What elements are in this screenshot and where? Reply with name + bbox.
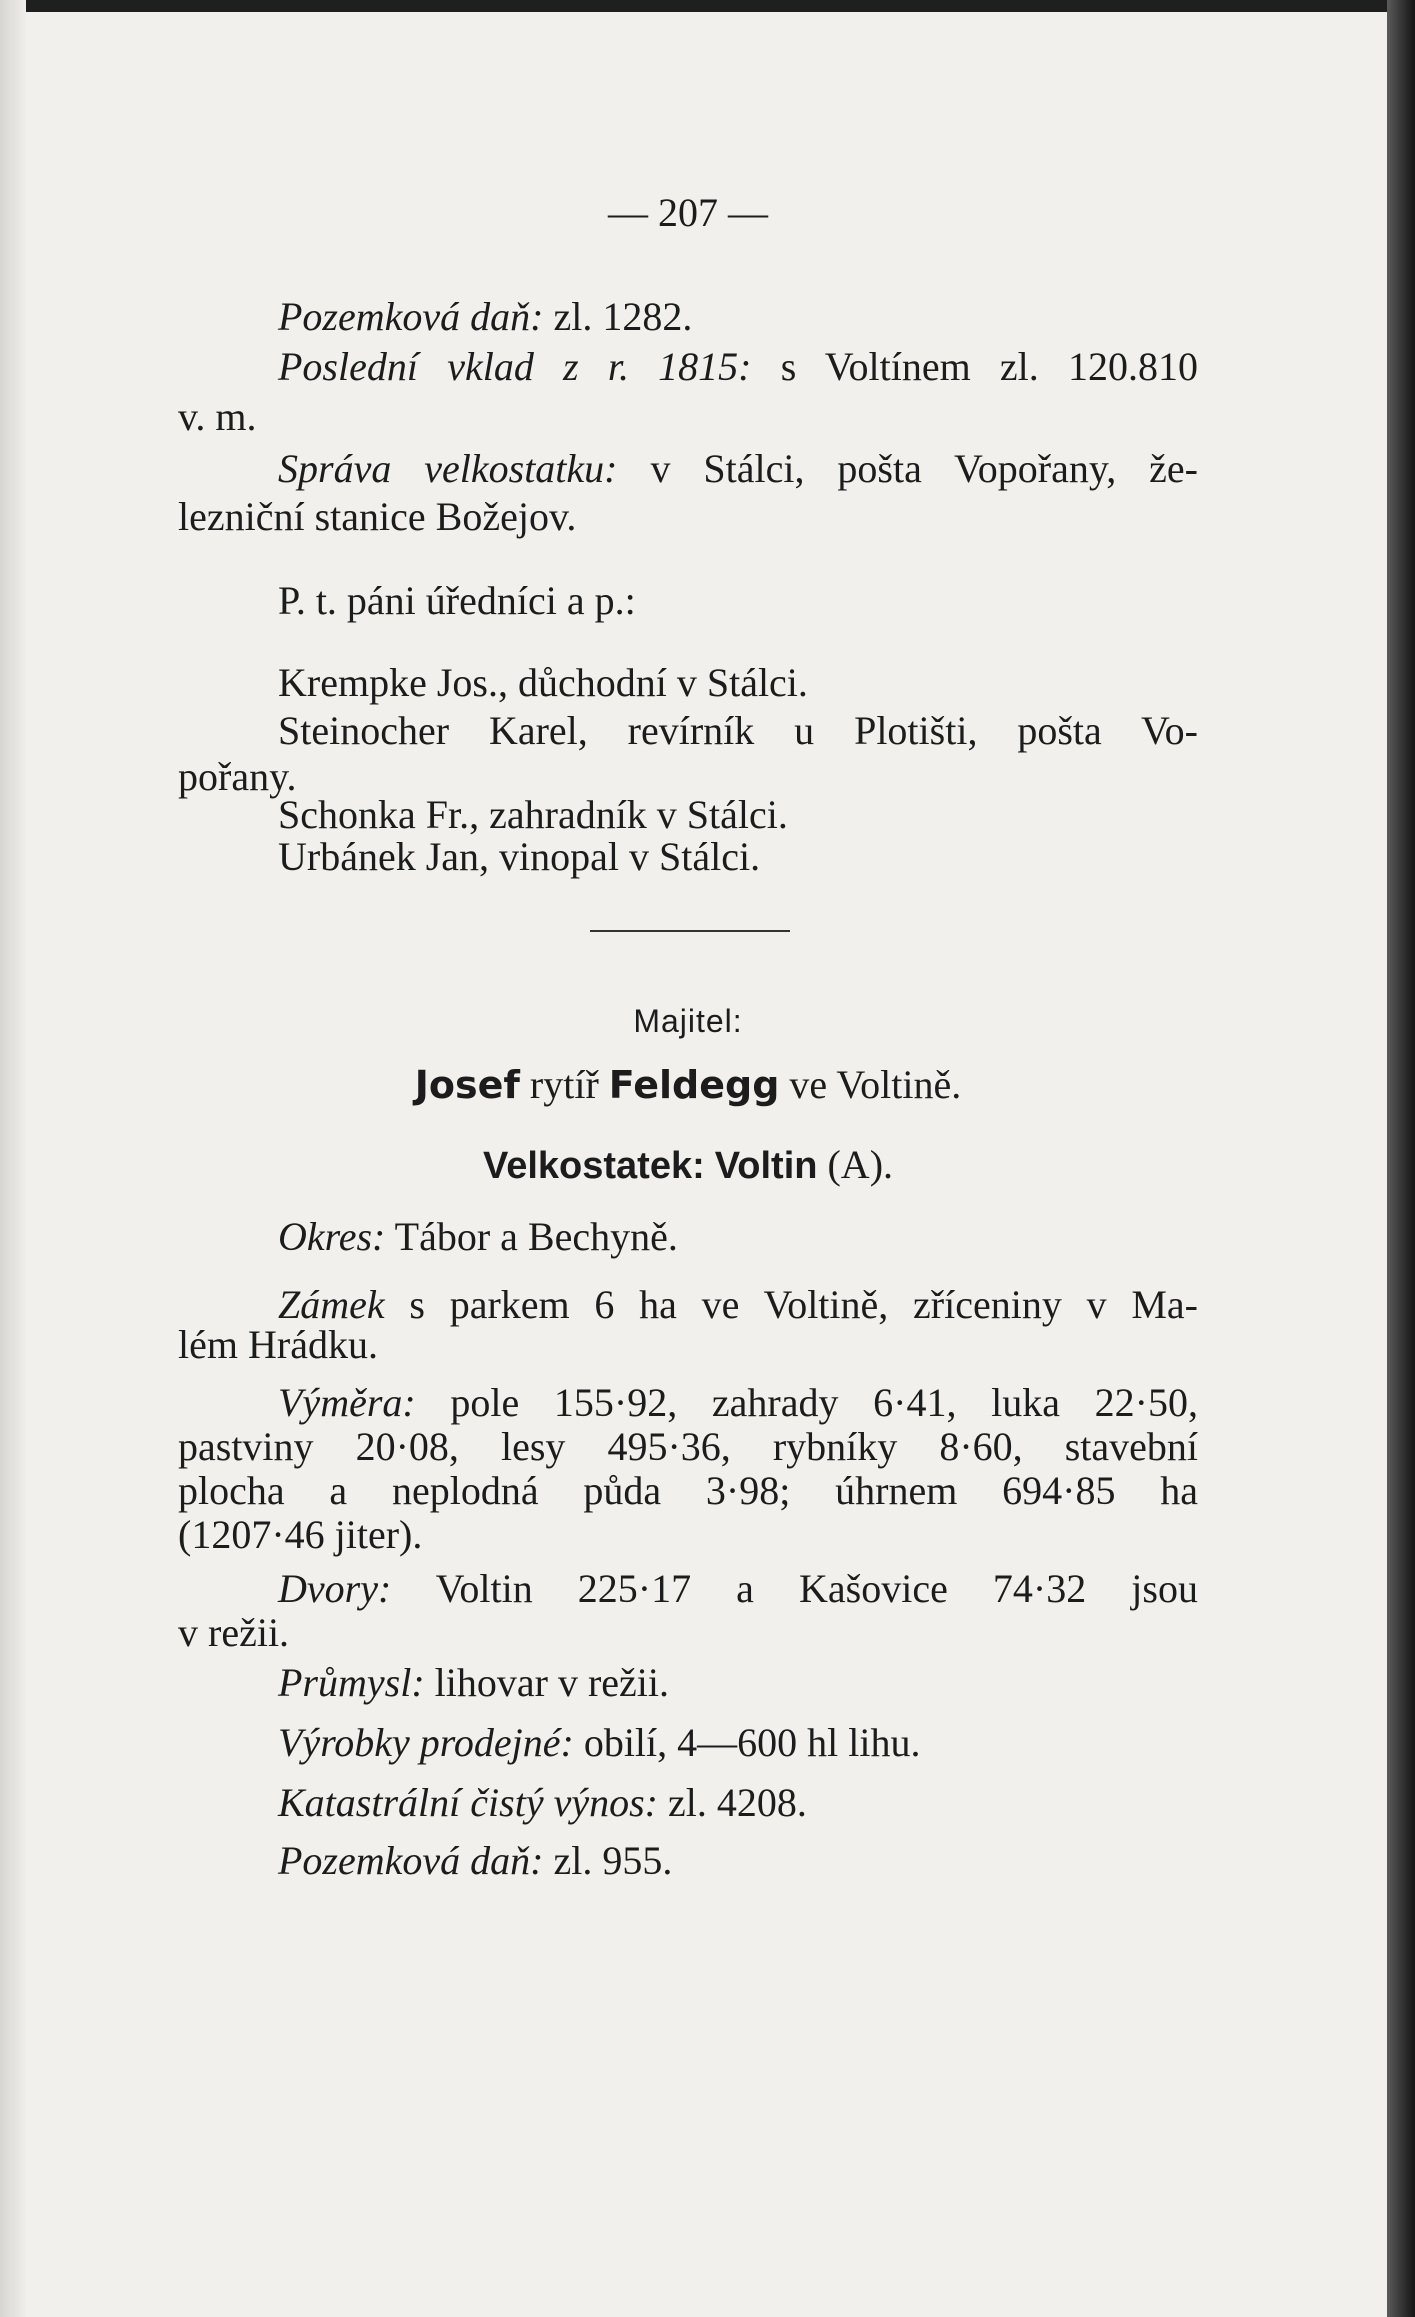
farms-value: Voltin 225·17 a Kašovice 74·32 jsou: [435, 1566, 1198, 1611]
industry-label: Průmysl:: [278, 1660, 425, 1705]
last-deposit-value-continuation: v. m.: [178, 394, 257, 439]
cadastral-value: zl. 4208.: [667, 1780, 807, 1825]
castle-label: Zámek: [278, 1282, 385, 1327]
estate-name: Voltin: [714, 1145, 818, 1187]
industry-line: [278, 1660, 1298, 1706]
district-line: [278, 1214, 1298, 1260]
products-value: obilí, 4—600 hl lihu.: [583, 1720, 921, 1765]
district-value: Tábor a Bechyně.: [394, 1214, 678, 1259]
section-divider: [590, 930, 790, 932]
estate-land-tax-line: [278, 1838, 1298, 1884]
farms-value-continuation: v režii.: [178, 1610, 290, 1655]
official-entry: Steinocher Karel, revírník u Plotišti, pošta Vo-: [278, 708, 1198, 753]
farms-label: Dvory:: [278, 1566, 392, 1611]
castle-value-continuation: lém Hrádku.: [178, 1322, 378, 1367]
cadastral-label: Katastrální čistý výnos:: [278, 1780, 658, 1825]
page-left-margin: [0, 0, 26, 2317]
area-label: Výměra:: [278, 1380, 416, 1425]
estate-code: (A).: [827, 1142, 894, 1187]
area-line: [278, 1380, 1198, 1426]
page-number: — 207 —: [608, 190, 768, 235]
page-top-border: [0, 0, 1415, 12]
official-entry: Krempke Jos., důchodní v Stálci.: [278, 660, 808, 705]
owner-surname: Feldegg: [608, 1063, 780, 1107]
estate-label: Velkostatek:: [482, 1145, 705, 1187]
page-right-edge: [1387, 0, 1415, 2317]
area-continuation: plocha a neplodná půda 3·98; úhrnem 694·85 ha: [178, 1468, 1198, 1513]
estate-heading: [178, 1142, 1198, 1189]
owner-first-name: Josef: [414, 1063, 520, 1107]
land-tax-line: [278, 294, 1298, 340]
owner-residence: ve Voltině.: [789, 1062, 962, 1107]
land-tax-value: zl. 1282.: [553, 294, 693, 339]
area-continuation: (1207·46 jiter).: [178, 1512, 423, 1557]
estate-land-tax-value: zl. 955.: [553, 1838, 673, 1883]
owner-title: rytíř: [529, 1062, 599, 1107]
owner-line: [178, 1062, 1198, 1108]
castle-value: s parkem 6 ha ve Voltině, zříceniny v Ma-: [409, 1282, 1199, 1327]
last-deposit-line: [278, 344, 1198, 390]
official-entry: Urbánek Jan, vinopal v Stálci.: [278, 834, 761, 879]
administration-value-continuation: lezniční stanice Božejov.: [178, 494, 577, 539]
administration-line: [278, 446, 1198, 492]
owner-caption: Majitel:: [633, 1003, 743, 1039]
district-label: Okres:: [278, 1214, 386, 1259]
products-line: [278, 1720, 1298, 1766]
officials-heading: P. t. páni úředníci a p.:: [278, 578, 636, 623]
estate-land-tax-label: Pozemková daň:: [278, 1838, 544, 1883]
official-entry: Schonka Fr., zahradník v Stálci.: [278, 792, 788, 837]
last-deposit-value: s Voltínem zl. 120.810: [780, 344, 1198, 389]
cadastral-line: [278, 1780, 1298, 1826]
last-deposit-label: Poslední vklad z r. 1815:: [278, 344, 752, 389]
administration-value: v Stálci, pošta Vopořany, že-: [650, 446, 1199, 491]
industry-value: lihovar v režii.: [434, 1660, 669, 1705]
land-tax-label: Pozemková daň:: [278, 294, 544, 339]
products-label: Výrobky prodejné:: [278, 1720, 574, 1765]
area-value: pole 155·92, zahrady 6·41, luka 22·50,: [450, 1380, 1199, 1425]
official-entry-continuation: pořany.: [178, 754, 297, 799]
farms-line: [278, 1566, 1198, 1612]
area-continuation: pastviny 20·08, lesy 495·36, rybníky 8·60, stavební: [178, 1424, 1198, 1469]
administration-label: Správa velkostatku:: [278, 446, 618, 491]
